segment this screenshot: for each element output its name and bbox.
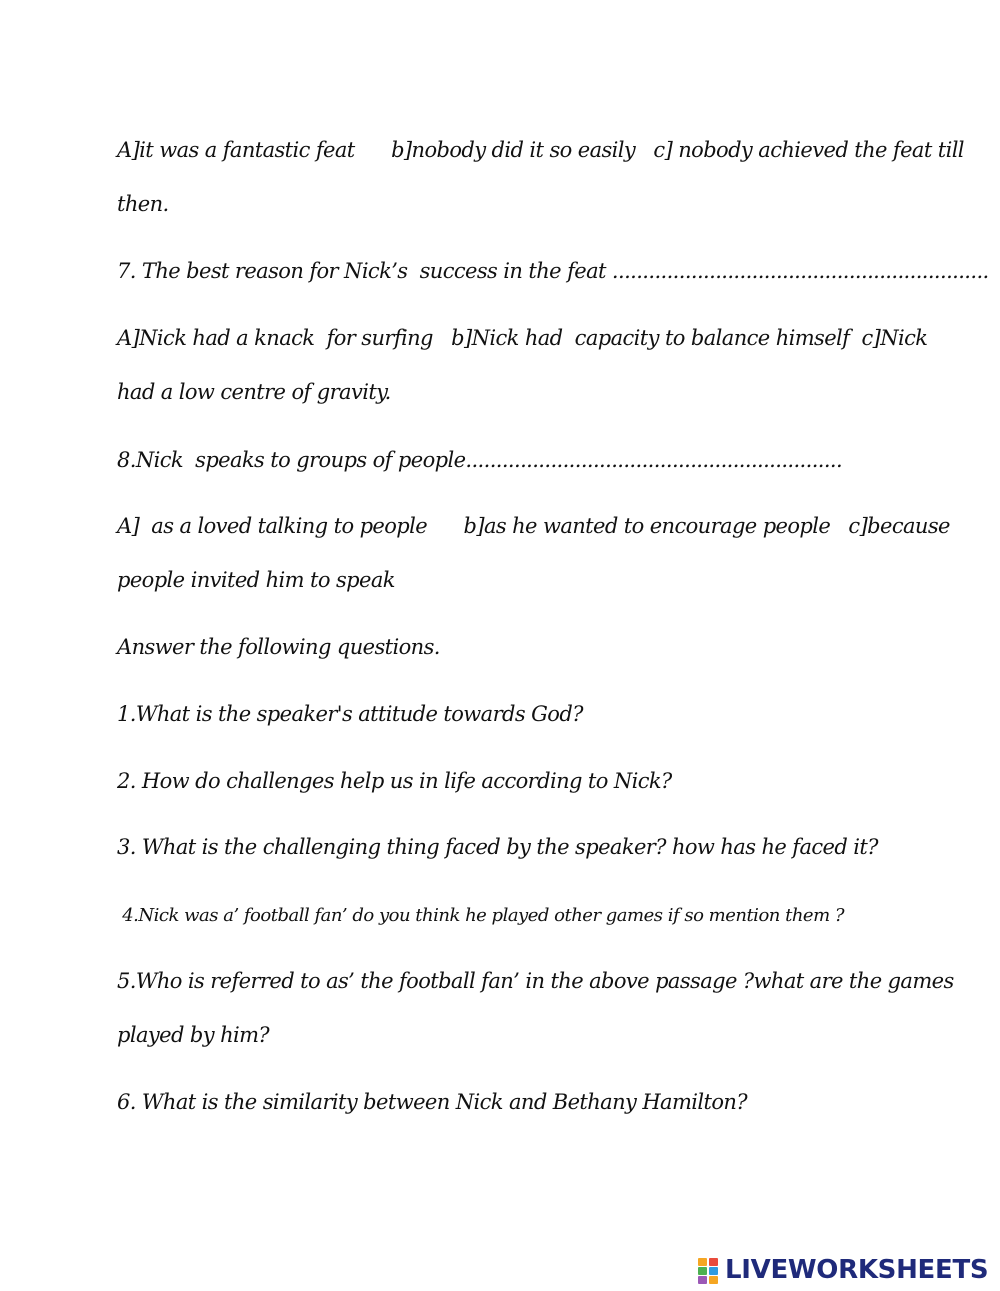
question-6: 6. What is the similarity between Nick and Bethany Hamilton? — [117, 1090, 747, 1114]
section-heading: Answer the following questions. — [117, 635, 440, 659]
liveworksheets-logo-icon — [698, 1256, 720, 1284]
answer-options-q6: A]it was a fantastic feat b]nobody did it so easily c] nobody achieved the feat till — [117, 138, 964, 162]
question-8: 8.Nick speaks to groups of people.............................................................. — [117, 448, 843, 472]
question-2: 2. How do challenges help us in life according to Nick? — [117, 769, 672, 793]
question-5: 5.Who is referred to as’ the football fan’ in the above passage ?what are the games — [117, 969, 954, 993]
answer-options-q6-continued: then. — [117, 192, 169, 216]
answer-options-q7: A]Nick had a knack for surfing b]Nick had capacity to balance himself c]Nick — [117, 326, 928, 350]
answer-options-q8: A] as a loved talking to people b]as he wanted to encourage people c]because — [117, 514, 950, 538]
answer-options-q7-continued: had a low centre of gravity. — [117, 380, 391, 404]
liveworksheets-logo — [698, 1254, 988, 1286]
liveworksheets-logo-text: LIVEWORKSHEETS — [725, 1255, 989, 1285]
answer-options-q8-continued: people invited him to speak — [117, 568, 395, 592]
question-5-continued: played by him? — [117, 1023, 270, 1047]
question-4: 4.Nick was a’ football fan’ do you think he played other games if so mention them ? — [117, 905, 845, 926]
question-3: 3. What is the challenging thing faced by the speaker? how has he faced it? — [117, 835, 878, 859]
question-1: 1.What is the speaker's attitude towards God? — [117, 702, 583, 726]
question-7: 7. The best reason for Nick’s success in the feat .............................................................. — [117, 259, 989, 283]
